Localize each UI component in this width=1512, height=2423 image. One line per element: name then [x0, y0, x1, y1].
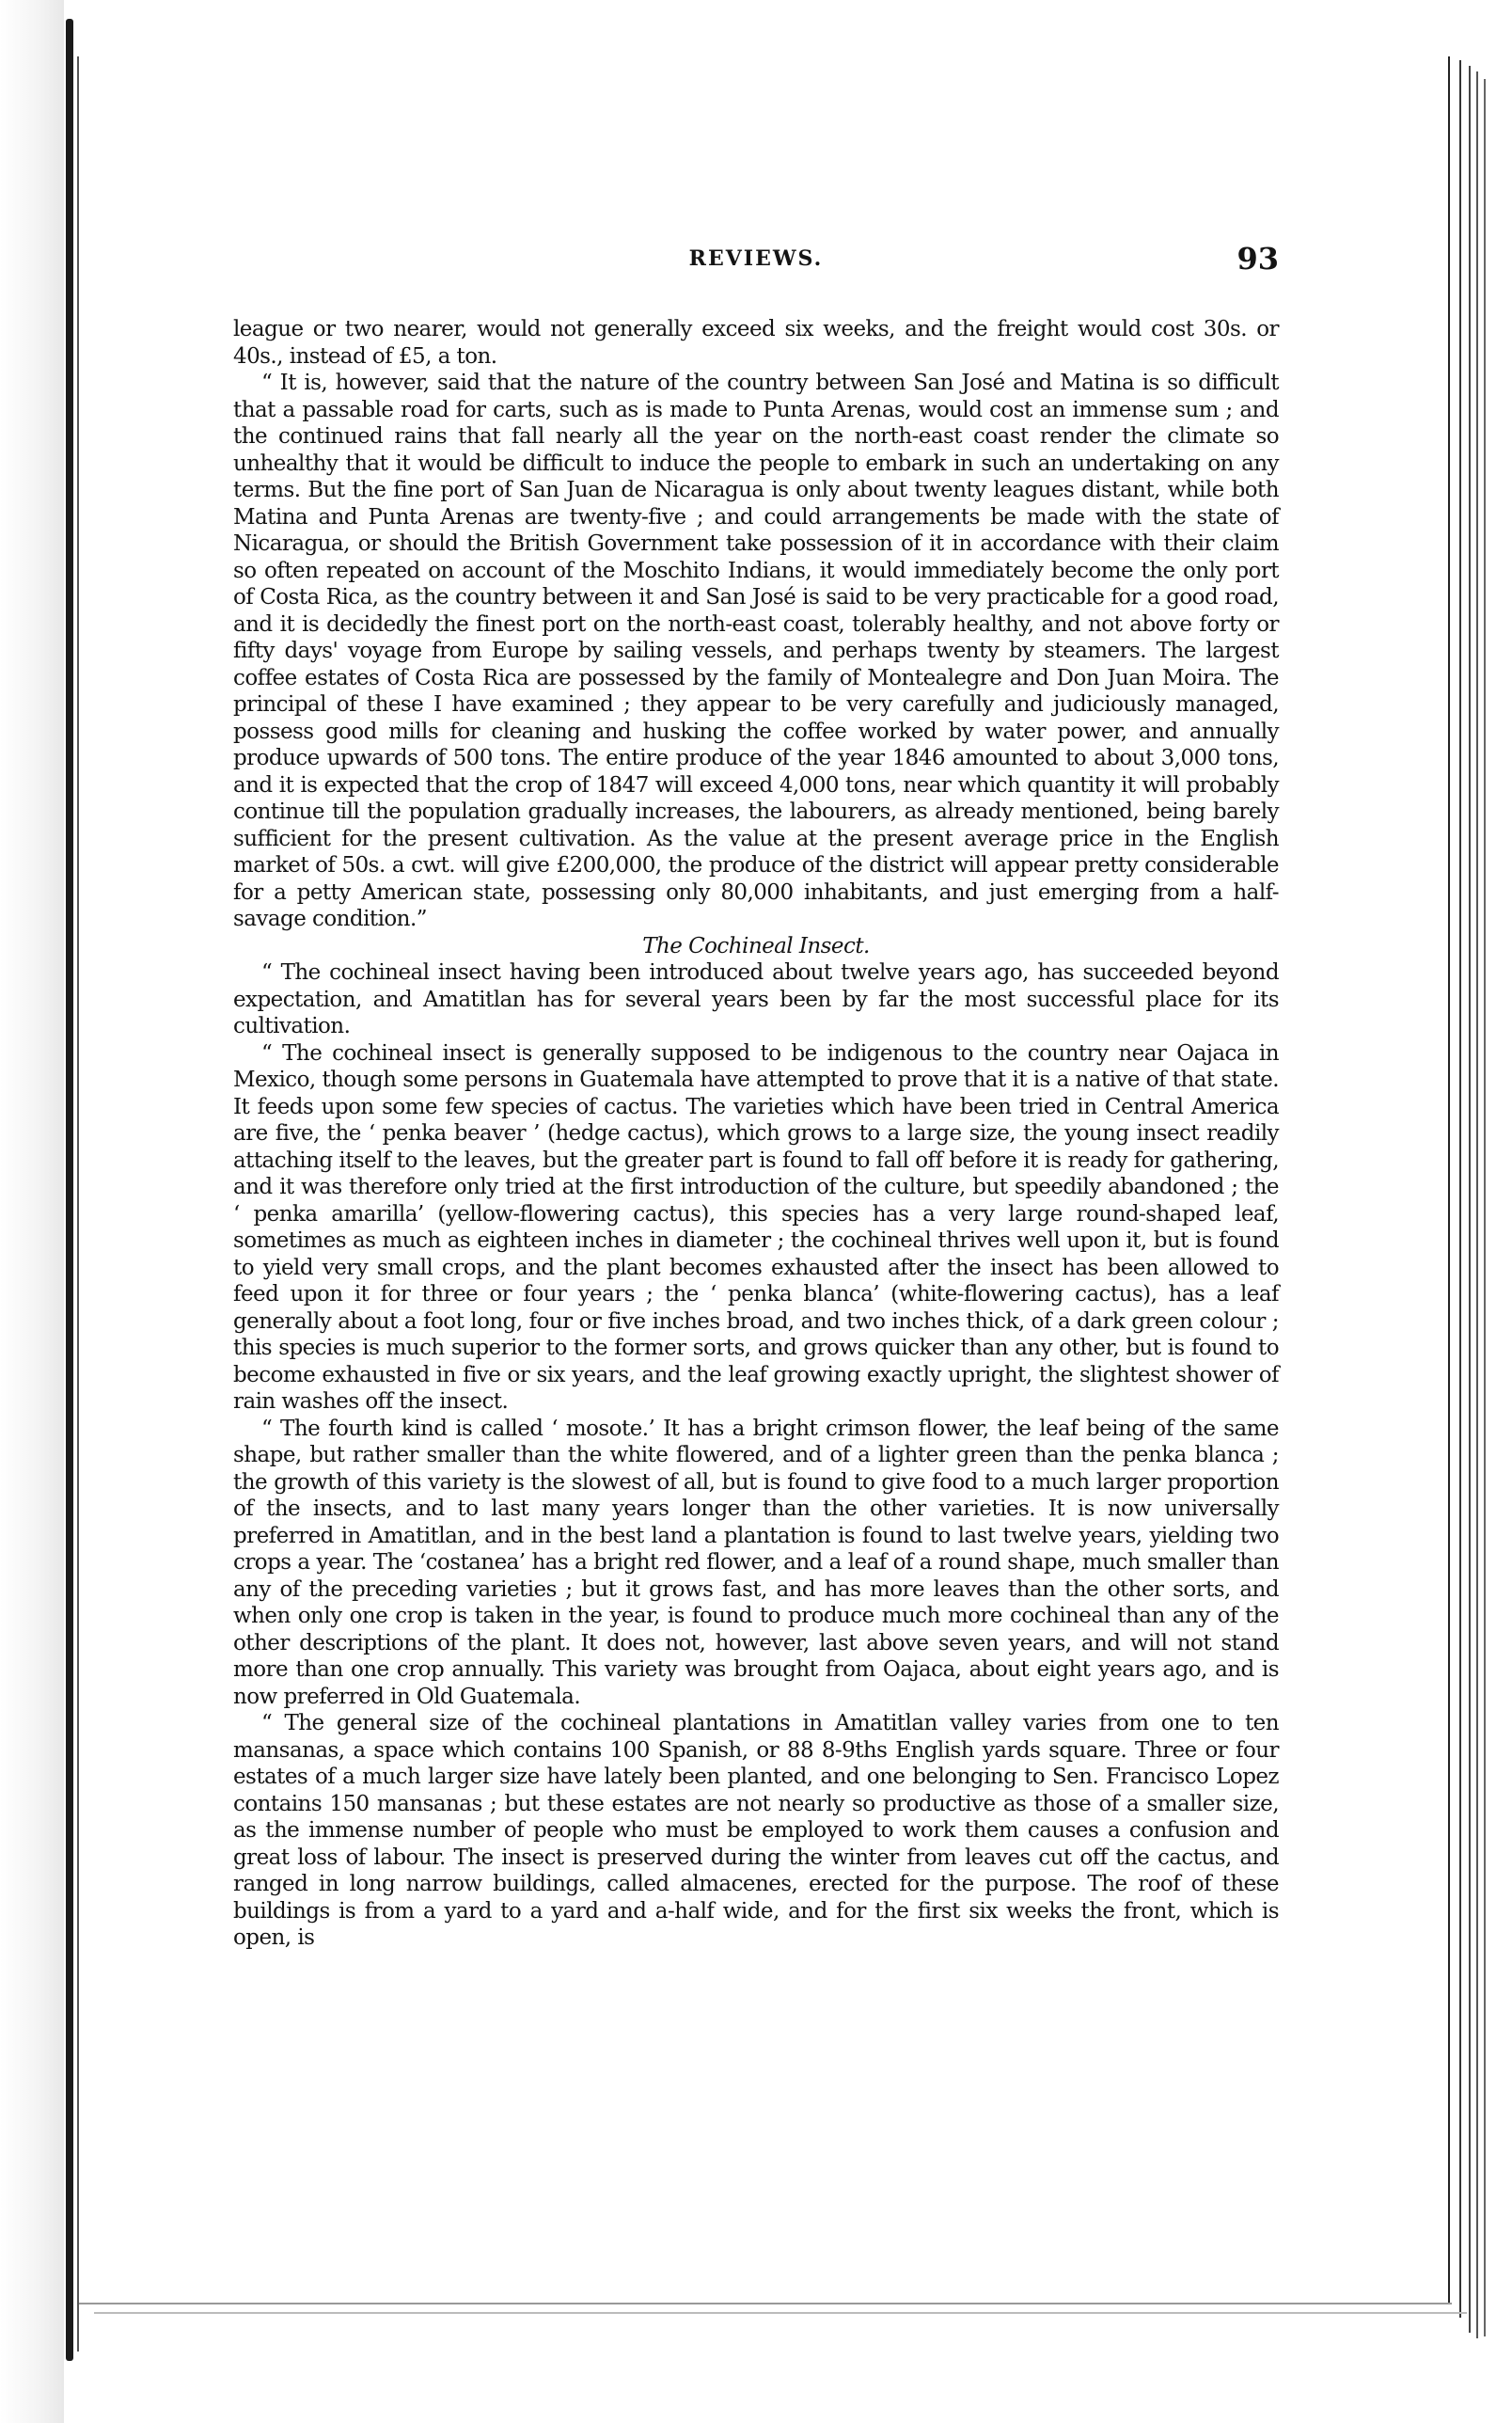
page-edge: [1476, 71, 1478, 2338]
paragraph: “ The cochineal insect is generally supposed to be indigenous to the country near Oajaca in Mexico, though some persons in Guatemala have attempted to prove that it is a native of that state. It feeds upon some few species of cactus. The varieties which have been tried in Central America are five, the ‘ penka beaver ’ (hedge cactus), which grows to a large size, the young insect readily attaching itself to the leaves, but the greater part is found to fall off before it is ready for gathering, and it was therefore only tried at the first introduction of the culture, but speedily abandoned ; the ‘ penka amarilla’ (yellow-flowering cactus), this species has a very large round-shaped leaf, sometimes as much as eighteen inches in diameter ; the cochineal thrives well upon it, but is found to yield very small crops, and the plant becomes exhausted after the insect has been allowed to feed upon it for three or four years ; the ‘ penka blanca’ (white-flowering cactus), has a leaf generally about a foot long, four or five inches broad, and two inches thick, of a dark green colour ; this species is much superior to the former sorts, and grows quicker than any other, but is found to become exhausted in five or six years, and the leaf growing exactly upright, the slightest shower of rain washes off the insect.: [233, 1040, 1279, 1414]
section-heading: The Cochineal Insect.: [642, 933, 870, 958]
running-head: [233, 241, 1279, 278]
paragraph: “ The cochineal insect having been introduced about twelve years ago, has succeeded beyond expectation, and Amatitlan has for several years been by far the most successful place for its cultivation.: [233, 960, 1279, 1038]
page-edge: [1459, 60, 1461, 2318]
paragraph: “ It is, however, said that the nature of the country between San José and Matina is so difficult that a passable road for carts, such as is made to Punta Arenas, would cost an immense sum ; and the continued rains that fall nearly all the year on the north-east coast render the climate so unhealthy that it would be difficult to induce the people to embark in such an undertaking on any terms. But the fine port of San Juan de Nicaragua is only about twenty leagues distant, while both Matina and Punta Arenas are twenty-five ; and could arrangements be made with the state of Nicaragua, or should the British Government take possession of it in accordance with their claim so often repeated on account of the Moschito Indians, it would immediately become the only port of Costa Rica, as the country between it and San José is said to be very practicable for a good road, and it is decidedly the finest port on the north-east coast, tolerably healthy, and not above forty or fifty days' voyage from Europe by sailing vessels, and perhaps twenty by steamers. The largest coffee estates of Costa Rica are possessed by the family of Montealegre and Don Juan Moira. The principal of these I have examined ; they appear to be very carefully and judiciously managed, possess good mills for cleaning and husking the coffee worked by water power, and annually produce upwards of 500 tons. The entire produce of the year 1846 amounted to about 3,000 tons, and it is expected that the crop of 1847 will exceed 4,000 tons, near which quantity it will probably continue till the population gradually increases, the labourers, as already mentioned, being barely sufficient for the present cultivation. As the value at the present average price in the English market of 50s. a cwt. will give £200,000, the produce of the district will appear pretty considerable for a petty American state, possessing only 80,000 inhabitants, and just emerging from a half-savage condition.”: [233, 371, 1279, 931]
running-head-title: REVIEWS.: [688, 246, 824, 271]
binding-shadow: [0, 0, 64, 2423]
paragraph: league or two nearer, would not generally exceed six weeks, and the freight would cost 30s. or 40s., instead of £5, a ton.: [233, 317, 1279, 369]
page-bottom-edge: [94, 2312, 1467, 2314]
page-edge: [1448, 56, 1450, 2304]
page-edge: [1469, 66, 1471, 2333]
page-bottom-edge: [79, 2303, 1452, 2304]
paragraph: “ The general size of the cochineal plantations in Amatitlan valley varies from one to ten mansanas, a space which contains 100 Spanish, or 88 8-9ths English yards square. Three or four estates of a much larger size have lately been planted, and one belonging to Sen. Francisco Lopez contains 150 mansanas ; but these estates are not nearly so productive as those of a smaller size, as the immense number of people who must be employed to work them causes a confusion and great loss of labour. The insect is preserved during the winter from leaves cut off the cactus, and ranged in long narrow buildings, called almacenes, erected for the purpose. The roof of these buildings is from a yard to a yard and a-half wide, and for the first six weeks the front, which is open, is: [233, 1711, 1279, 1950]
binding-edge: [66, 19, 73, 2361]
page-edge: [1484, 79, 1486, 2336]
paragraph: “ The fourth kind is called ‘ mosote.’ It has a bright crimson flower, the leaf being of the same shape, but rather smaller than the white flowered, and of a lighter green than the penka blanca ; the growth of this variety is the slowest of all, but is found to give food to a much larger proportion of the insects, and to last many years longer than the other varieties. It is now universally preferred in Amatitlan, and in the best land a plantation is found to last twelve years, yielding two crops a year. The ‘costanea’ has a bright red flower, and a leaf of a round shape, much smaller than any of the preceding varieties ; but it grows fast, and has more leaves than the other sorts, and when only one crop is taken in the year, is found to produce much more cochineal than any of the other descriptions of the plant. It does not, however, last above seven years, and will not stand more than one crop annually. This variety was brought from Oajaca, about eight years ago, and is now preferred in Old Guatemala.: [233, 1416, 1279, 1709]
page-number: 93: [1236, 241, 1279, 277]
body-text: [233, 316, 1279, 1952]
binding-inner-edge: [77, 56, 79, 2352]
